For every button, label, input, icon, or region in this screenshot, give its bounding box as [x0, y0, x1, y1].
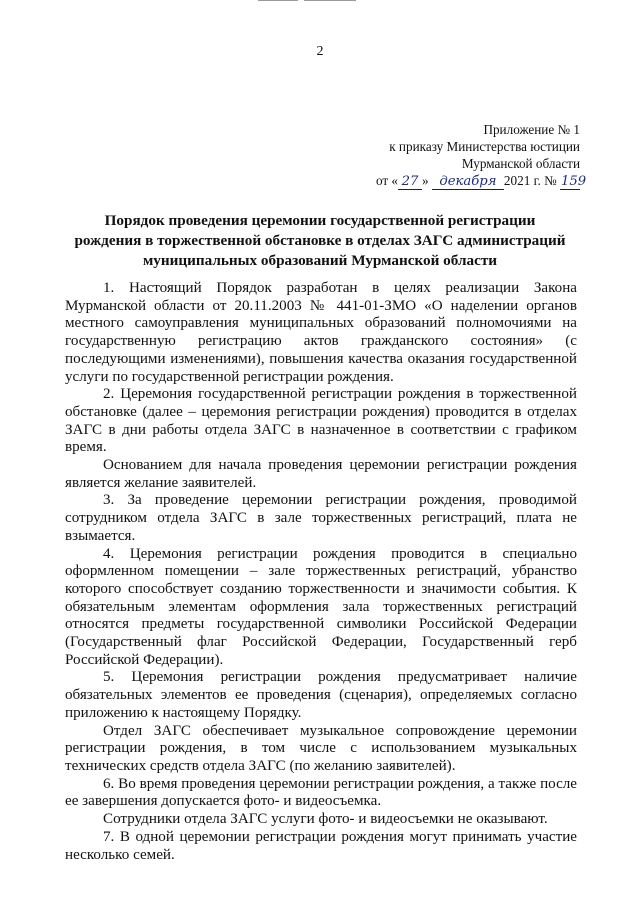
- appendix-block: [375, 121, 587, 190]
- paragraph-6: 6. Во время проведения церемонии регистрации рождения, а также после ее завершения допускается фото- и видеосъемка.: [65, 775, 577, 810]
- paragraph-7: 7. В одной церемонии регистрации рождения могут принимать участие несколько семей.: [65, 828, 577, 863]
- title-line: муниципальных образований Мурманской области: [142, 252, 498, 269]
- paragraph-5-music: Отдел ЗАГС обеспечивает музыкальное сопровождение церемонии регистрации рождения, в том числе с использованием музыкальных технических средств отдела ЗАГС (по желанию заявителей).: [65, 722, 577, 774]
- title-line: Порядок проведения церемонии государственной регистрации: [104, 212, 536, 229]
- title-line: рождения в торжественной обстановке в отделах ЗАГС администраций: [74, 232, 566, 249]
- appendix-line: к приказу Министерства юстиции: [389, 139, 580, 154]
- appendix-date-line: [375, 172, 587, 190]
- document-body: [65, 280, 577, 864]
- paragraph-6-staff: Сотрудники отдела ЗАГС услуги фото- и видеосъемки не оказывают.: [103, 811, 548, 828]
- handwritten-day: 27: [398, 175, 422, 190]
- appendix-line: Приложение № 1: [483, 122, 580, 137]
- paragraph-2-basis: Основанием для начала проведения церемонии регистрации рождения является желание заявителей.: [65, 457, 577, 491]
- scan-edge-mark: [258, 0, 298, 1]
- date-prefix: от «: [375, 173, 399, 188]
- handwritten-month: декабря: [432, 175, 504, 190]
- paragraph-5: 5. Церемония регистрации рождения предусматривает наличие обязательных элементов ее проведения (сценария), определяемых согласно приложению к настоящему Порядку.: [65, 669, 577, 721]
- page-number: 2: [316, 44, 324, 59]
- date-mid: »: [422, 173, 432, 188]
- document-title: [0, 211, 640, 271]
- date-year: 2021 г. №: [503, 173, 560, 188]
- paragraph-1: 1. Настоящий Порядок разработан в целях реализации Закона Мурманской области от 20.11.2003 № 441-01-ЗМО «О наделении органов местного самоуправления муниципальных образований полномочиями на государственную регистрацию актов гражданского состояния» (с последующими изменениями), повышения качества оказания государственной услуги по государственной регистрации рождения.: [65, 280, 577, 385]
- paragraph-3: 3. За проведение церемонии регистрации рождения, проводимой сотрудником отдела ЗАГС в зале торжественных регистраций, плата не взымается.: [65, 492, 577, 544]
- paragraph-4: 4. Церемония регистрации рождения проводится в специально оформленном помещении – зале торжественных регистраций, убранство которого способствует созданию торжественности и значимости события. К обязательным элементам оформления зала торжественных регистраций относятся предметы государственной символики Российской Федерации (Государственный флаг Российской Федерации, Государственный герб Российской Федерации).: [65, 545, 577, 668]
- paragraph-2: 2. Церемония государственной регистрации рождения в торжественной обстановке (далее – церемония регистрации рождения) проводится в отделах ЗАГС в дни работы отдела ЗАГС в назначенное в соответствии с графиком время.: [65, 386, 577, 456]
- scan-edge-mark: [304, 0, 356, 1]
- appendix-line: Мурманской области: [461, 156, 580, 171]
- handwritten-order-number: 159: [561, 174, 587, 189]
